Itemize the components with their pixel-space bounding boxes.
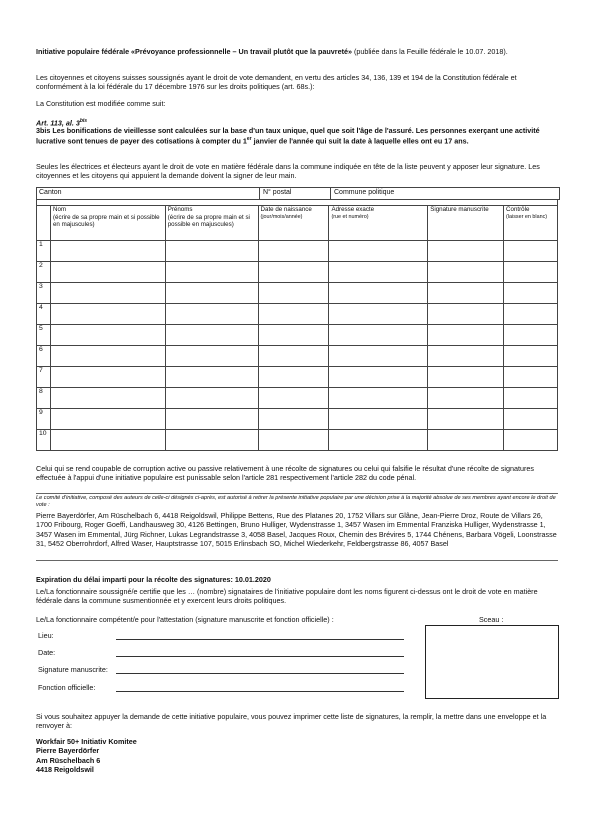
controle-cell[interactable] [504, 388, 558, 409]
row-number: 7 [37, 367, 51, 388]
controle-cell[interactable] [504, 430, 558, 451]
signature-label: Signature manuscrite: [38, 665, 108, 674]
initiative-title-rest: (publiée dans la Feuille fédérale le 10.07. 2018). [351, 47, 508, 56]
adresse-cell[interactable] [329, 304, 428, 325]
nom-cell[interactable] [50, 346, 165, 367]
table-row [37, 388, 558, 409]
controle-cell[interactable] [504, 325, 558, 346]
prenoms-cell[interactable] [165, 346, 258, 367]
table-row [37, 262, 558, 283]
controle-cell[interactable] [504, 346, 558, 367]
nom-cell[interactable] [50, 367, 165, 388]
date-cell[interactable] [258, 346, 329, 367]
table-row [37, 241, 558, 262]
col-date: Date de naissance (jour/mois/année) [258, 206, 329, 241]
prenoms-cell[interactable] [165, 241, 258, 262]
date-cell[interactable] [258, 283, 329, 304]
controle-cell[interactable] [504, 304, 558, 325]
date-cell[interactable] [258, 325, 329, 346]
date-cell[interactable] [258, 262, 329, 283]
date-cell[interactable] [258, 367, 329, 388]
return-address: Workfair 50+ Initiativ Komitee Pierre Bayerdörfer Am Rüschelbach 6 4418 Reigoldswil [36, 737, 137, 775]
table-row [37, 304, 558, 325]
date-cell[interactable] [258, 241, 329, 262]
prenoms-cell[interactable] [165, 430, 258, 451]
row-number: 3 [37, 283, 51, 304]
col-controle: Contrôle (laisser en blanc) [504, 206, 558, 241]
expiry-text: Le/La fonctionnaire soussigné/e certifie que les … (nombre) signataires de l'initiative populaire dont les noms figurent ci-dessus ont le droit de vote en matière fédérale dans la commune susmentionnée et y exercent leurs droits politiques. [36, 587, 538, 606]
nom-cell[interactable] [50, 262, 165, 283]
return-instructions: Si vous souhaitez appuyer la demande de cette initiative populaire, vous pouvez imprimer cette liste de signatures, la remplir, la mettre dans une enveloppe et la renvoyer à: [36, 712, 547, 731]
row-number: 2 [37, 262, 51, 283]
row-number: 9 [37, 409, 51, 430]
fonction-field[interactable] [116, 691, 404, 692]
col-prenoms: Prénoms (écrire de sa propre main et si possible en majuscules) [165, 206, 258, 241]
signature-cell[interactable] [428, 241, 504, 262]
adresse-cell[interactable] [329, 283, 428, 304]
divider [36, 560, 558, 561]
nom-cell[interactable] [50, 325, 165, 346]
constitution-line: La Constitution est modifiée comme suit: [36, 99, 166, 108]
fonction-label: Fonction officielle: [38, 683, 96, 692]
controle-cell[interactable] [504, 409, 558, 430]
seal-label: Sceau : [479, 615, 504, 624]
seal-box[interactable] [425, 625, 559, 699]
eligibility-note: Seules les électrices et électeurs ayant le droit de vote en matière fédérale dans la commune indiquée en tête de la liste peuvent y apposer leur signature. Les citoyennes et les citoyens qui appuient la demande doivent la signer de leur main. [36, 162, 540, 181]
nom-cell[interactable] [50, 388, 165, 409]
table-row [37, 346, 558, 367]
table-location-row [36, 187, 560, 200]
signature-cell[interactable] [428, 283, 504, 304]
postal-code-label: N° postal [259, 188, 291, 200]
date-cell[interactable] [258, 430, 329, 451]
date-field[interactable] [116, 656, 404, 657]
initiative-title [36, 47, 558, 56]
row-number: 10 [37, 430, 51, 451]
prenoms-cell[interactable] [165, 262, 258, 283]
date-cell[interactable] [258, 409, 329, 430]
table-row [37, 283, 558, 304]
adresse-cell[interactable] [329, 430, 428, 451]
signature-cell[interactable] [428, 304, 504, 325]
divider [36, 493, 558, 494]
lieu-field[interactable] [116, 639, 404, 640]
controle-cell[interactable] [504, 367, 558, 388]
col-signature: Signature manuscrite [428, 206, 504, 241]
nom-cell[interactable] [50, 409, 165, 430]
adresse-cell[interactable] [329, 388, 428, 409]
nom-cell[interactable] [50, 430, 165, 451]
row-number: 1 [37, 241, 51, 262]
nom-cell[interactable] [50, 283, 165, 304]
prenoms-cell[interactable] [165, 283, 258, 304]
prenoms-cell[interactable] [165, 367, 258, 388]
table-row [37, 325, 558, 346]
col-nom: Nom (écrire de sa propre main et si possible en majuscules) [50, 206, 165, 241]
table-row [37, 409, 558, 430]
col-adresse: Adresse exacte (rue et numéro) [329, 206, 428, 241]
controle-cell[interactable] [504, 262, 558, 283]
article-ref: Art. 113, al. $3^{bis}$ [36, 118, 88, 128]
signature-cell[interactable] [428, 367, 504, 388]
nom-cell[interactable] [50, 304, 165, 325]
adresse-cell[interactable] [329, 241, 428, 262]
signature-cell[interactable] [428, 262, 504, 283]
canton-label: Canton [39, 189, 62, 196]
nom-cell[interactable] [50, 241, 165, 262]
initiative-title-bold: Initiative populaire fédérale «Prévoyance professionnelle – Un travail plutôt que la pauvreté» [36, 47, 352, 56]
controle-cell[interactable] [504, 283, 558, 304]
adresse-cell[interactable] [329, 325, 428, 346]
adresse-cell[interactable] [329, 262, 428, 283]
signature-table [36, 187, 558, 451]
row-number: 8 [37, 388, 51, 409]
row-number: 5 [37, 325, 51, 346]
date-cell[interactable] [258, 388, 329, 409]
prenoms-cell[interactable] [165, 409, 258, 430]
expiry-title: Expiration du délai imparti pour la récolte des signatures: 10.01.2020 [36, 575, 271, 584]
prenoms-cell[interactable] [165, 325, 258, 346]
controle-cell[interactable] [504, 241, 558, 262]
table-header-columns [37, 206, 558, 241]
adresse-cell[interactable] [329, 409, 428, 430]
signature-cell[interactable] [428, 346, 504, 367]
commune-label: Commune politique [330, 188, 394, 200]
prenoms-cell[interactable] [165, 304, 258, 325]
prenoms-cell[interactable] [165, 388, 258, 409]
signature-cell[interactable] [428, 388, 504, 409]
official-label: Le/La fonctionnaire compétent/e pour l'attestation (signature manuscrite et fonction officielle) : [36, 615, 334, 624]
table-row [37, 430, 558, 451]
row-number: 6 [37, 346, 51, 367]
adresse-cell[interactable] [329, 346, 428, 367]
lieu-label: Lieu: [38, 631, 54, 640]
signature-field[interactable] [116, 673, 404, 674]
signature-cell[interactable] [428, 430, 504, 451]
signature-cell[interactable] [428, 409, 504, 430]
intro-paragraph: Les citoyennes et citoyens suisses soussignés ayant le droit de vote demandent, en vertu des articles 34, 136, 139 et 194 de la Constitution fédérale et conformément à la loi fédérale du 17 décembre 1976 sur les droits politiques (art. 68s.): [36, 73, 517, 92]
article-text: 3bis Les bonifications de vieillesse sont calculées sur la base d'un taux unique, quel que soit l'âge de l'assuré. Les personnes exerçant une activité lucrative sont tenues de payer des cotisations à compter du 1er janvier de l'année qui suit la date à laquelle elles ont eu 17 ans. [36, 126, 540, 146]
penal-warning: Celui qui se rend coupable de corruption active ou passive relativement à une récolte de signatures ou celui qui falsifie le résultat d'une récolte de signatures effectuée à l'appui d'une initiative populaire est punissable selon l'article 281 respectivement l'article 282 du code pénal. [36, 464, 535, 483]
date-cell[interactable] [258, 304, 329, 325]
table-row [37, 367, 558, 388]
row-number: 4 [37, 304, 51, 325]
signature-cell[interactable] [428, 325, 504, 346]
committee-members: Pierre Bayerdörfer, Am Rüschelbach 6, 4418 Reigoldswil, Philippe Bettens, Rue des Platanes 20, 1752 Villars sur Glâne, Jean-Pierre Droz, Route de Villars 26, 1700 Fribourg, Roger Goeffi, Landhausweg 30, 4126 Bettingen, Bruno Hulliger, Wydenstrasse 1, 3457 Wasen im Emmental Franziska Hulliger, Wydenstrasse 1, 3457 Wasen im Emmental, Jürg Richner, Lukas Legrandstrasse 3, 4058 Basel, Jacques Roux, Chemin des Brévires 5, 1744 Chénens, Barbara Vögeli, Loonstrasse 31, 5452 Oberrohrdorf, Alfred Waser, Hauptstrasse 107, 5015 Erlinsbach SO, Michel Wiederkehr, Feldbergstrasse 86, 4057 Basel [36, 511, 557, 549]
adresse-cell[interactable] [329, 367, 428, 388]
date-label: Date: [38, 648, 56, 657]
committee-note: Le comité d'initiative, composé des auteurs de celle-ci désignés ci-après, est autorisé à retirer la présente initiative populaire par une décision prise à la majorité absolue de ses membres ayant encore le droit de vote : [36, 495, 556, 508]
table-body [37, 241, 558, 451]
